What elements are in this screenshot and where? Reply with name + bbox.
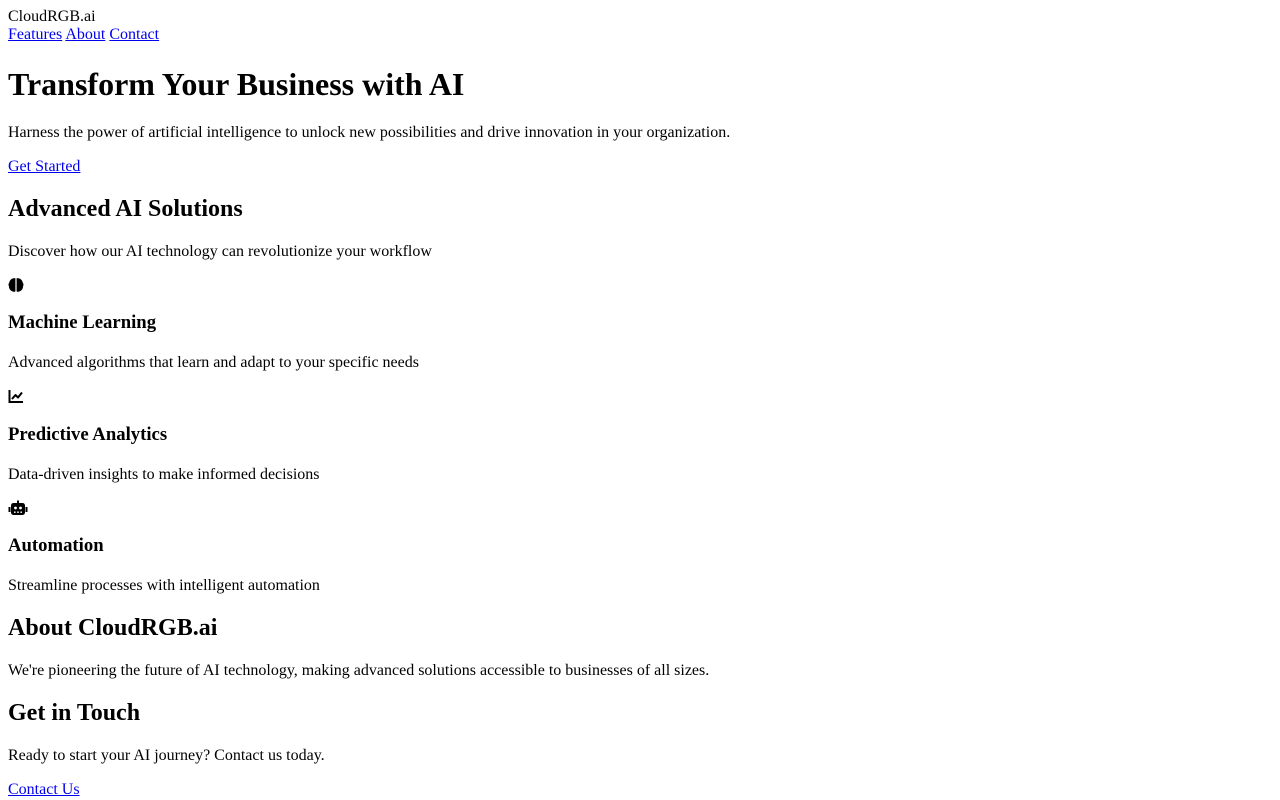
- feature-description: Streamline processes with intelligent automation: [8, 577, 320, 594]
- logo: CloudRGB.ai: [8, 8, 96, 25]
- feature-title: Machine Learning: [8, 312, 157, 333]
- hero-title: Transform Your Business with AI: [8, 66, 465, 102]
- chart-line-icon: [8, 388, 28, 404]
- about-title: About CloudRGB.ai: [8, 615, 218, 641]
- nav-contact-link[interactable]: Contact: [109, 26, 160, 43]
- features-title: Advanced AI Solutions: [8, 196, 243, 222]
- nav-about-link[interactable]: About: [65, 26, 106, 43]
- brain-icon: [8, 277, 28, 293]
- about-text: We're pioneering the future of AI technology, making advanced solutions accessible to businesses of all sizes.: [8, 662, 710, 679]
- features-subtitle: Discover how our AI technology can revolutionize your workflow: [8, 243, 432, 260]
- main-nav: [8, 26, 159, 44]
- contact-title: Get in Touch: [8, 700, 141, 726]
- feature-title: Predictive Analytics: [8, 424, 168, 445]
- nav-features-link[interactable]: Features: [8, 26, 63, 43]
- feature-description: Advanced algorithms that learn and adapt to your specific needs: [8, 354, 419, 371]
- hero-subtitle: Harness the power of artificial intelligence to unlock new possibilities and drive innovation in your organization.: [8, 124, 731, 141]
- robot-icon: [8, 500, 28, 516]
- feature-title: Automation: [8, 535, 104, 556]
- contact-text: Ready to start your AI journey? Contact us today.: [8, 747, 325, 764]
- get-started-link[interactable]: Get Started: [8, 158, 81, 175]
- contact-us-link[interactable]: Contact Us: [8, 781, 80, 798]
- feature-description: Data-driven insights to make informed decisions: [8, 466, 320, 483]
